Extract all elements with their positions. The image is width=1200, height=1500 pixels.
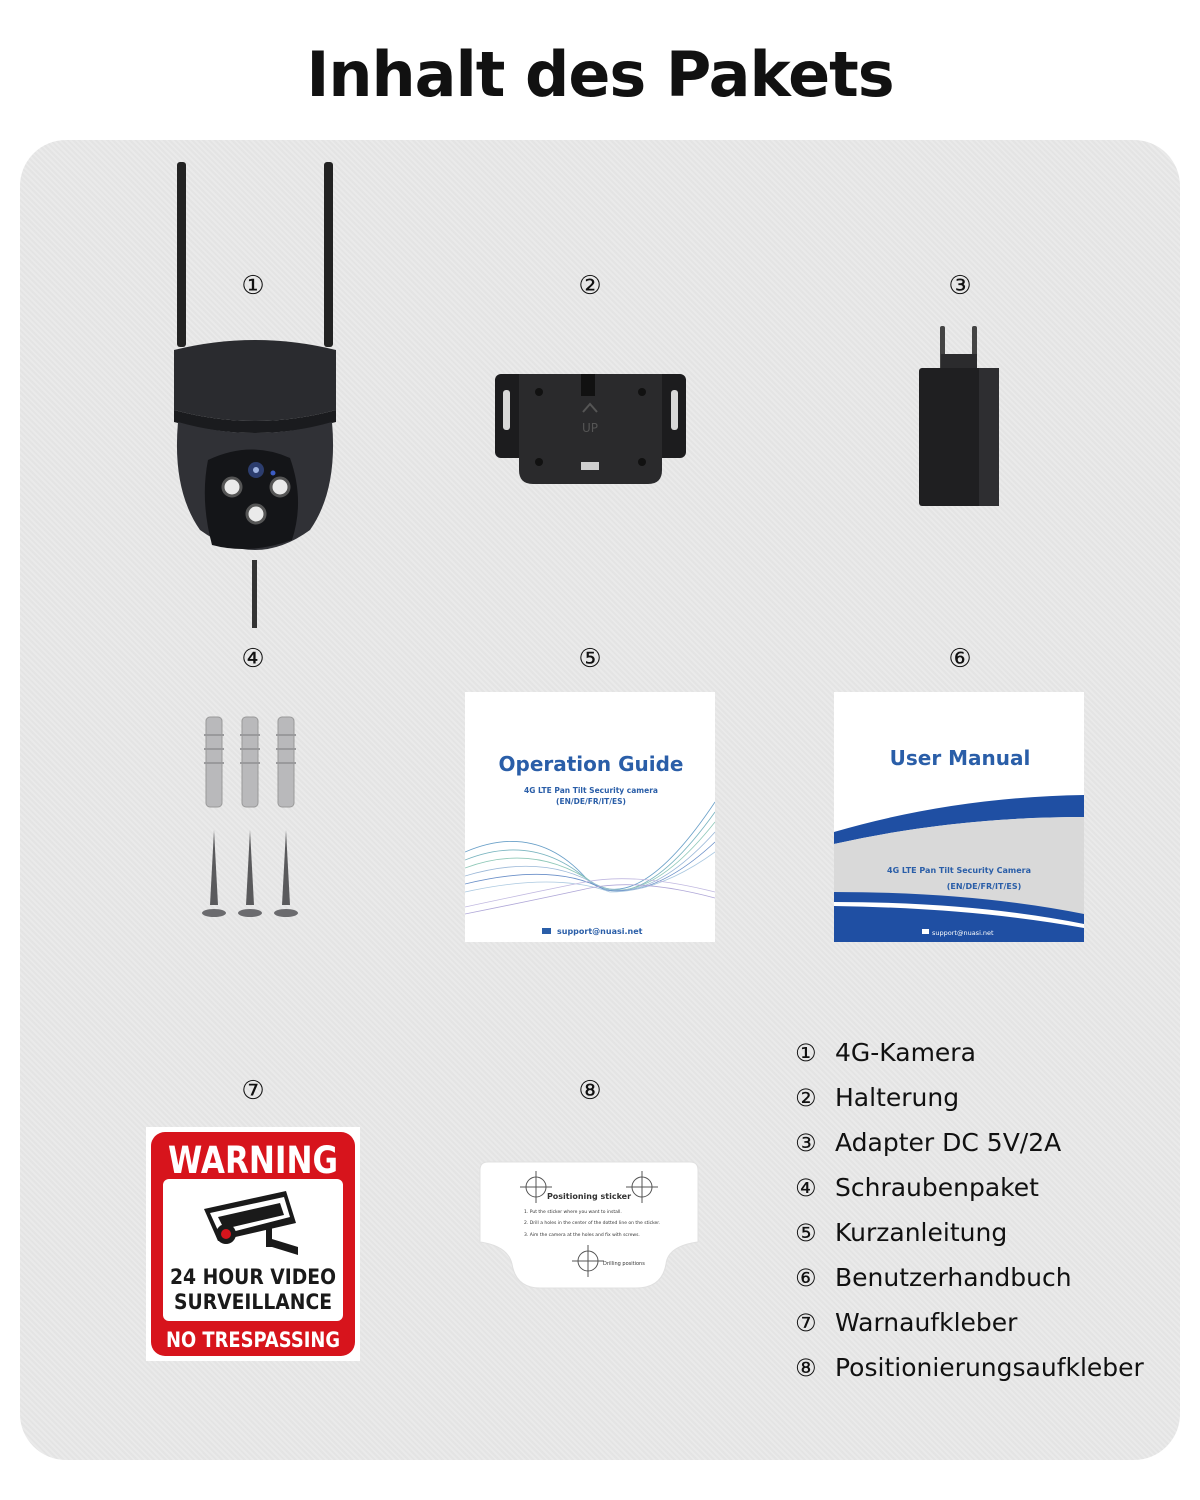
legend-label: 4G-Kamera (835, 1038, 976, 1067)
legend-number: ④ (795, 1173, 817, 1202)
legend-label: Halterung (835, 1083, 960, 1112)
legend-number: ⑦ (795, 1308, 817, 1337)
item-number-7: ⑦ (241, 1076, 265, 1106)
legend-number: ⑥ (795, 1263, 817, 1292)
screw-pack-image (198, 715, 308, 925)
operation-guide-image (465, 692, 715, 942)
power-adapter-image (915, 322, 1005, 512)
page-title: Inhalt des Pakets (306, 38, 894, 111)
legend-item (795, 1030, 1144, 1075)
operation-guide-email: support@nuasi.net (557, 927, 643, 936)
warning-line2-text: SURVEILLANCE (174, 1290, 332, 1314)
item-number-8: ⑧ (578, 1076, 602, 1106)
legend-number: ② (795, 1083, 817, 1112)
legend-label: Kurzanleitung (835, 1218, 1008, 1247)
legend-label: Adapter DC 5V/2A (835, 1128, 1062, 1157)
legend-item (795, 1165, 1144, 1210)
sticker-step2: 2. Drill a holes in the center of the dotted line on the sticker. (524, 1221, 661, 1226)
legend-item (795, 1255, 1144, 1300)
sticker-step1: 1. Put the sticker where you want to install. (524, 1210, 622, 1215)
warning-sticker-image (146, 1127, 360, 1361)
item-number-3: ③ (948, 271, 972, 301)
legend-number: ① (795, 1038, 817, 1067)
operation-guide-heading: Operation Guide (498, 752, 684, 776)
user-manual-image (834, 692, 1084, 942)
legend-number: ③ (795, 1128, 817, 1157)
positioning-sticker-image (478, 1160, 700, 1292)
legend-item (795, 1345, 1144, 1390)
contents-legend (795, 1030, 1144, 1390)
item-number-4: ④ (241, 644, 265, 674)
item-number-1: ① (241, 271, 265, 301)
item-number-6: ⑥ (948, 644, 972, 674)
warning-bottom-text: NO TRESPASSING (166, 1328, 340, 1352)
legend-label: Benutzerhandbuch (835, 1263, 1072, 1292)
item-number-2: ② (578, 271, 602, 301)
bracket-image (493, 370, 688, 490)
warning-line1-text: 24 HOUR VIDEO (170, 1265, 336, 1289)
user-manual-languages: (EN/DE/FR/IT/ES) (946, 882, 1022, 891)
operation-guide-languages: (EN/DE/FR/IT/ES) (556, 797, 626, 806)
warning-top-text: WARNING (168, 1139, 338, 1182)
sticker-step3: 3. Aim the camera at the holes and fix with screws. (524, 1233, 640, 1238)
user-manual-heading: User Manual (889, 746, 1031, 770)
legend-label: Schraubenpaket (835, 1173, 1039, 1202)
legend-item (795, 1120, 1144, 1165)
legend-number: ⑤ (795, 1218, 817, 1247)
legend-number: ⑧ (795, 1353, 817, 1382)
camera-image (160, 160, 350, 630)
user-manual-email: support@nuasi.net (932, 929, 994, 937)
operation-guide-subtitle: 4G LTE Pan Tilt Security camera (524, 786, 658, 795)
legend-item (795, 1075, 1144, 1120)
user-manual-subtitle: 4G LTE Pan Tilt Security Camera (887, 866, 1031, 875)
legend-label: Warnaufkleber (835, 1308, 1018, 1337)
legend-item (795, 1300, 1144, 1345)
sticker-drilling-label: Drilling positions (603, 1261, 645, 1267)
legend-label: Positionierungsaufkleber (835, 1353, 1144, 1382)
legend-item (795, 1210, 1144, 1255)
sticker-title: Positioning sticker (546, 1192, 632, 1201)
bracket-up-label: UP (581, 421, 599, 435)
item-number-5: ⑤ (578, 644, 602, 674)
